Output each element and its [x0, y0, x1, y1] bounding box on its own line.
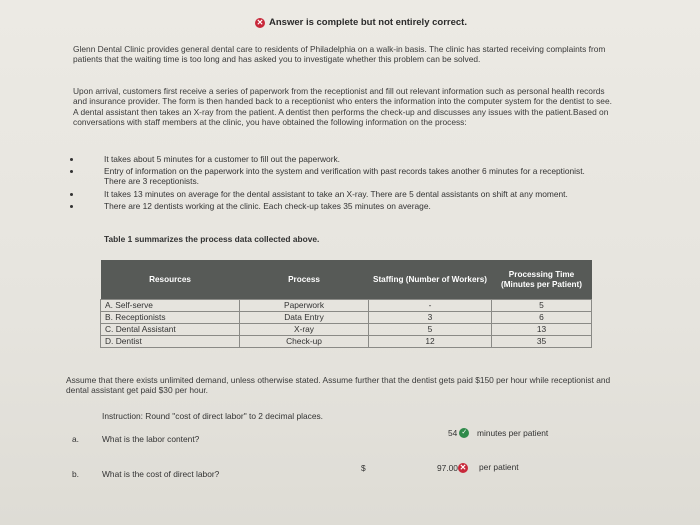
bullet-icon — [70, 205, 73, 208]
cell-process: Check-up — [240, 336, 369, 348]
cell-time: 6 — [492, 312, 592, 324]
table-row — [101, 324, 592, 336]
check-circle-icon: ✓ — [459, 428, 469, 438]
header-staffing: Staffing (Number of Workers) — [369, 260, 492, 300]
process-description: Upon arrival, customers first receive a series of paperwork from the receptionist and fill out relevant information such as personal health records and insurance provider. The form is then handed back to a receptionist who enters the information into the computer system for the dentist to see. A dental assistant then takes an X-ray from the patient. A dentist then performs the check-up and discusses any issues with the patient.Based on conversations with staff members at the clinic, you have obtained the following information on the process: — [73, 86, 612, 128]
table-header-row — [101, 260, 592, 300]
result-banner — [255, 17, 467, 28]
header-resources: Resources — [101, 260, 240, 300]
question-a-text: What is the labor content? — [102, 434, 200, 444]
bullet-list — [70, 154, 590, 213]
cell-process: Paperwork — [240, 300, 369, 312]
question-a-answer-value: 54 — [448, 428, 458, 438]
cell-time: 35 — [492, 336, 592, 348]
cell-process: X-ray — [240, 324, 369, 336]
question-b-unit: per patient — [479, 462, 519, 472]
cell-process: Data Entry — [240, 312, 369, 324]
list-item: It takes about 5 minutes for a customer to fill out the paperwork. — [70, 154, 590, 164]
x-circle-icon: ✕ — [459, 463, 467, 472]
question-b-text: What is the cost of direct labor? — [102, 469, 220, 479]
process-table — [100, 260, 592, 348]
x-circle-icon: ✕ — [256, 17, 264, 27]
cell-staffing: 12 — [369, 336, 492, 348]
bullet-icon — [70, 170, 73, 173]
assumption-paragraph: Assume that there exists unlimited demand, unless otherwise stated. Assume further that the dentist gets paid $150 per hour while receptionist and dental assistant get paid $30 per hour. — [66, 375, 611, 396]
cell-resource: B. Receptionists — [101, 312, 240, 324]
instruction-text: Instruction: Round "cost of direct labor" to 2 decimal places. — [102, 411, 324, 421]
question-a-letter: a. — [72, 434, 79, 444]
cell-resource: D. Dentist — [101, 336, 240, 348]
header-processing-time: Processing Time (Minutes per Patient) — [492, 260, 592, 300]
question-b-answer-field[interactable] — [437, 463, 468, 473]
header-process: Process — [240, 260, 369, 300]
list-item: There are 12 dentists working at the clinic. Each check-up takes 35 minutes on average. — [70, 201, 590, 211]
bullet-icon — [70, 193, 73, 196]
list-item: Entry of information on the paperwork into the system and verification with past records takes another 6 minutes for a receptionist. There are 3 receptionists. — [70, 166, 590, 186]
question-a-unit: minutes per patient — [477, 428, 549, 438]
result-banner-text: Answer is complete but not entirely correct. — [269, 17, 467, 28]
question-b-currency: $ — [361, 463, 366, 473]
cell-resource: A. Self-serve — [101, 300, 240, 312]
list-item: It takes 13 minutes on average for the dental assistant to take an X-ray. There are 5 dental assistants on shift at any moment. — [70, 189, 590, 199]
cell-staffing: 5 — [369, 324, 492, 336]
table-row — [101, 300, 592, 312]
table-row — [101, 312, 592, 324]
question-b-answer-value: 97.00 — [437, 463, 458, 473]
question-b-letter: b. — [72, 469, 79, 479]
table-row — [101, 336, 592, 348]
question-a-answer-field[interactable] — [448, 428, 469, 438]
cell-resource: C. Dental Assistant — [101, 324, 240, 336]
intro-paragraph: Glenn Dental Clinic provides general dental care to residents of Philadelphia on a walk-in basis. The clinic has started receiving complaints from patients that the waiting time is too long and has asked you to investigate whether this problem can be solved. — [73, 44, 606, 65]
cell-time: 5 — [492, 300, 592, 312]
bullet-icon — [70, 158, 73, 161]
cell-staffing: 3 — [369, 312, 492, 324]
cell-staffing: - — [369, 300, 492, 312]
table-title: Table 1 summarizes the process data collected above. — [104, 234, 320, 244]
cell-time: 13 — [492, 324, 592, 336]
